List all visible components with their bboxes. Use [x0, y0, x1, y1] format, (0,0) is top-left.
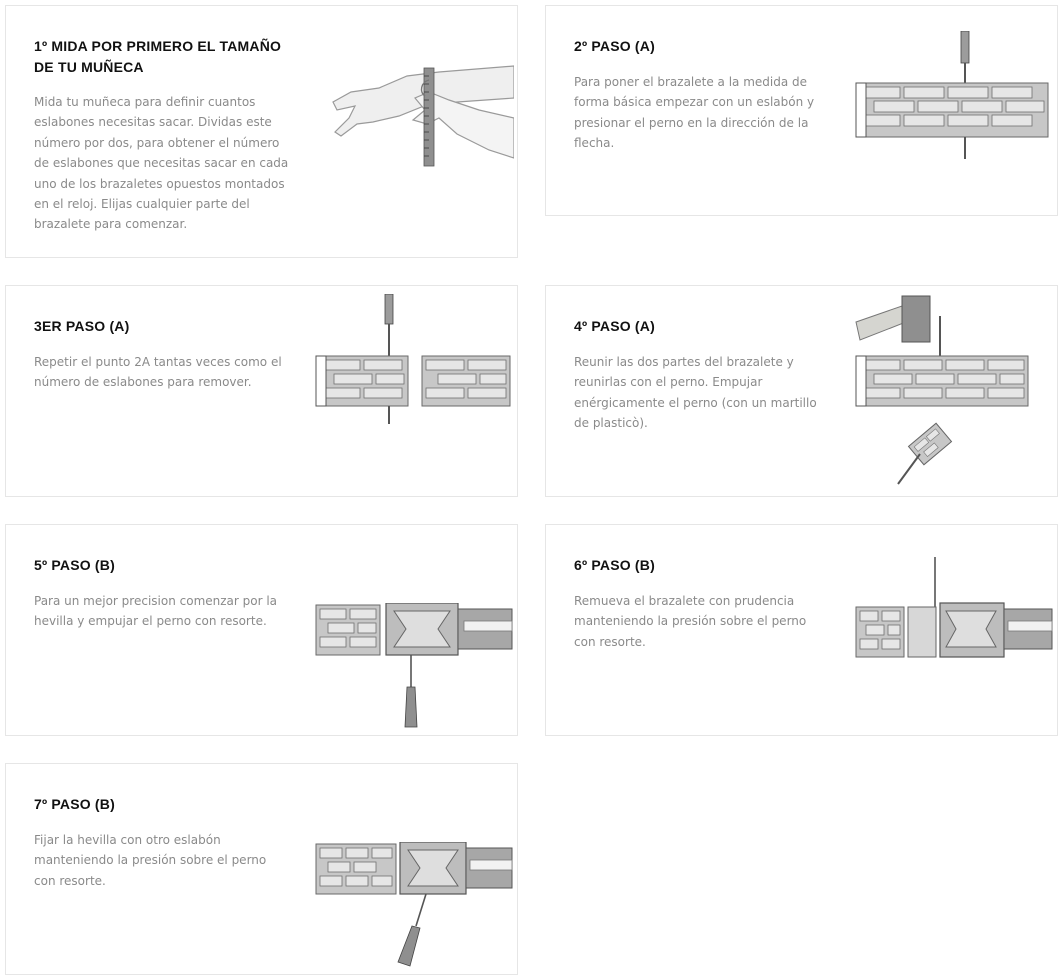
step-card-7: [5, 763, 518, 975]
wrist-measure-illustration: [329, 58, 514, 170]
step-description: Mida tu muñeca para definir cuantos eslabones necesitas sacar. Dividas este número por dos, para obtener el número de eslabones que necesitas sacar en cada uno de los brazaletes opuestos montados en el reloj. Elijas cualquier parte del brazalete para comenzar.: [34, 95, 289, 232]
step-title: 2º PASO (A): [574, 38, 655, 54]
step-title: 7º PASO (B): [34, 796, 115, 812]
step-title: 3ER PASO (A): [34, 318, 130, 334]
step-card-6: [545, 524, 1058, 736]
step-card-3: [5, 285, 518, 497]
step-card-4: [545, 285, 1058, 497]
clasp-attach-illustration: [314, 842, 514, 968]
clasp-spring-bar-illustration: [314, 603, 514, 729]
step-title: 4º PASO (A): [574, 318, 655, 334]
step-description: Repetir el punto 2A tantas veces como el número de eslabones para remover.: [34, 355, 282, 390]
clasp-remove-illustration: [854, 557, 1054, 661]
step-description: Remueva el brazalete con prudencia manteniendo la presión sobre el perno con resorte.: [574, 594, 807, 649]
step-description: Para poner el brazalete a la medida de forma básica empezar con un eslabón y presionar el perno en la dirección de la flecha.: [574, 75, 815, 151]
step-title: 1º MIDA POR PRIMERO EL TAMAÑO DE TU MUÑECA: [34, 38, 282, 75]
step-description: Fijar la hevilla con otro eslabón manteniendo la presión sobre el perno con resorte.: [34, 833, 267, 888]
hammer-pin-illustration: [854, 294, 1054, 490]
bracelet-pin-push-illustration: [854, 31, 1054, 161]
step-description: Reunir las dos partes del brazalete y reunirlas con el perno. Empujar enérgicamente el perno (con un martillo de plasticò).: [574, 355, 817, 431]
step-title: 6º PASO (B): [574, 557, 655, 573]
step-description: Para un mejor precision comenzar por la hevilla y empujar el perno con resorte.: [34, 594, 278, 629]
step-card-5: [5, 524, 518, 736]
step-title: 5º PASO (B): [34, 557, 115, 573]
bracelet-split-illustration: [314, 294, 514, 429]
step-card-2: [545, 5, 1058, 216]
step-card-1: [5, 5, 518, 258]
